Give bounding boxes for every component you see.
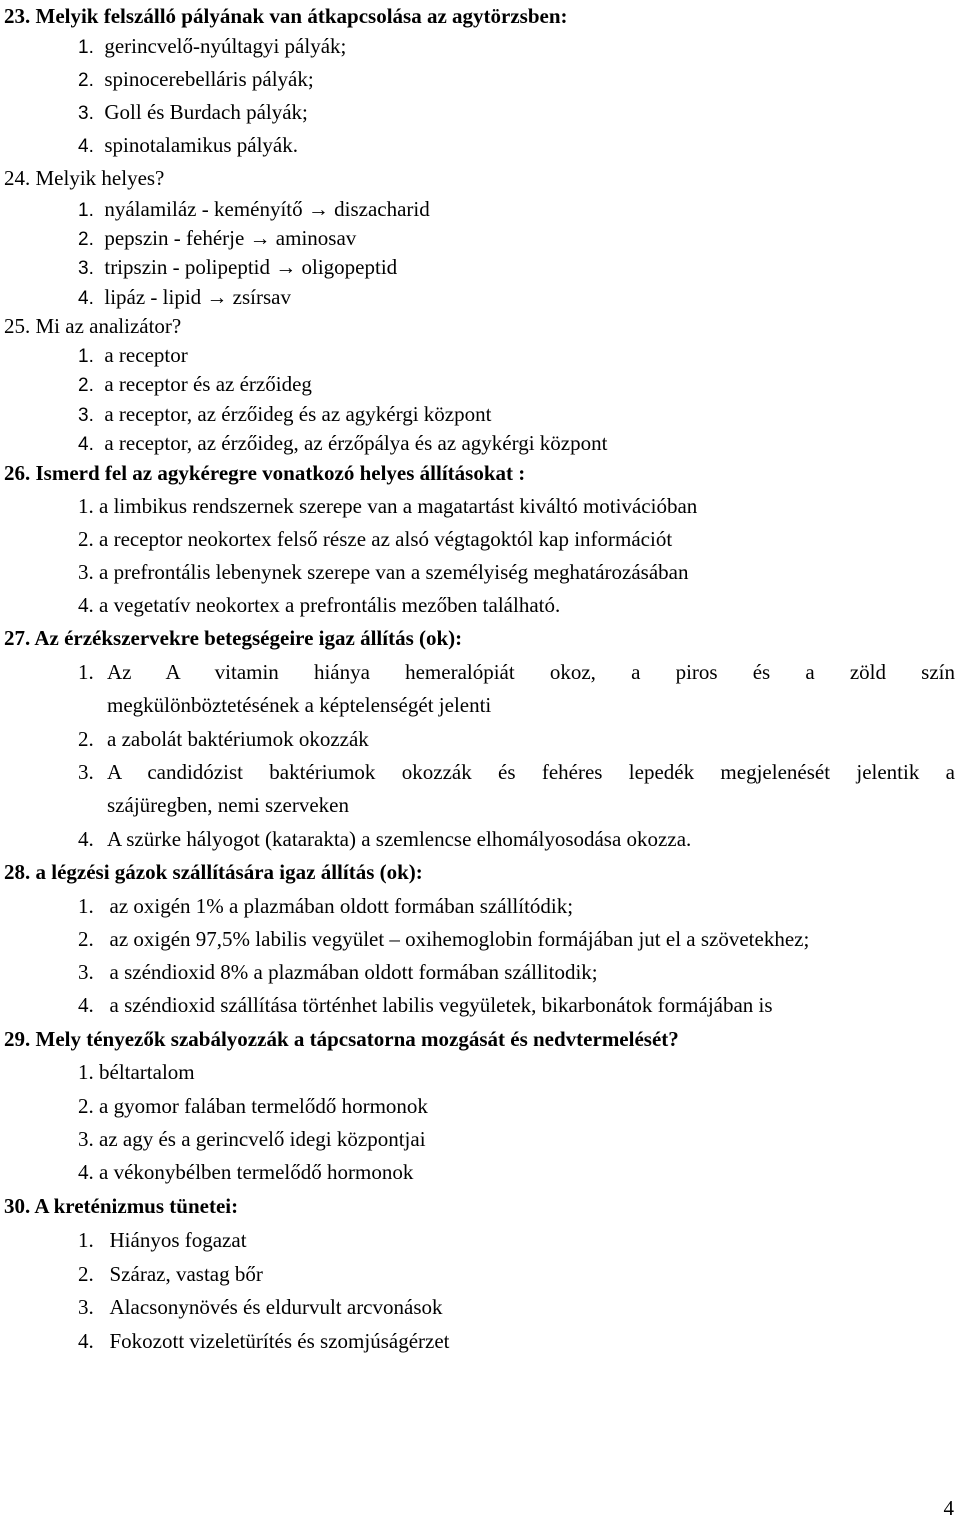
q23-option-3 — [78, 99, 308, 127]
q24-option-1 — [78, 196, 430, 224]
q28-option-2-num: 2. — [78, 927, 94, 951]
question-24-title: 24. Melyik helyes? — [4, 166, 165, 190]
q27-option-3-text-line1: A candidózist baktériumok okozzák és fehéres lepedék megjelenését jelentik a — [107, 760, 955, 784]
q26-option-2-text: a receptor neokortex felső része az alsó végtagoktól kap információt — [99, 527, 673, 551]
q30-option-3-num: 3. — [78, 1295, 94, 1319]
q30-option-3-text: Alacsonynövés és eldurvult arcvonások — [109, 1295, 443, 1319]
question-26-title: 26. Ismerd fel az agykéregre vonatkozó helyes állításokat : — [4, 461, 526, 485]
q29-option-2 — [78, 1093, 428, 1119]
q29-option-4 — [78, 1159, 413, 1185]
q24-option-3-num: 3. — [78, 258, 94, 279]
question-23-title: 23. Melyik felszálló pályának van átkapcsolása az agytörzsben: — [4, 4, 568, 28]
q27-option-2-text: a zabolát baktériumok okozzák — [107, 727, 369, 751]
q25-option-2 — [78, 371, 312, 399]
q25-option-4 — [78, 430, 607, 458]
q26-option-1 — [78, 493, 697, 519]
question-25-title: 25. Mi az analizátor? — [4, 314, 182, 338]
q26-option-4-text: a vegetatív neokortex a prefrontális mezőben található. — [99, 593, 561, 617]
q24-option-1-num: 1. — [78, 200, 94, 221]
q26-option-2-num: 2. — [78, 527, 94, 551]
q29-option-4-text: a vékonybélben termelődő hormonok — [99, 1160, 414, 1184]
q28-option-4-text: a széndioxid szállítása történhet labilis vegyületek, bikarbonátok formájában is — [109, 993, 773, 1017]
q28-option-3 — [78, 959, 598, 985]
q28-option-4-num: 4. — [78, 993, 94, 1017]
q25-option-1-text: a receptor — [104, 343, 188, 367]
q29-option-3-text: az agy és a gerincvelő idegi központjai — [99, 1127, 426, 1151]
q27-option-1-text-line2: megkülönböztetésének a képtelenségét jelenti — [107, 693, 492, 717]
q26-option-4 — [78, 592, 560, 618]
q25-option-3-num: 3. — [78, 405, 94, 426]
q29-option-1 — [78, 1059, 195, 1085]
q27-option-3-text-line2: szájüregben, nemi szerveken — [107, 793, 349, 817]
q29-option-3 — [78, 1126, 426, 1152]
q23-option-1-num: 1. — [78, 37, 94, 58]
q29-option-1-text: béltartalom — [99, 1060, 195, 1084]
q24-option-2 — [78, 225, 356, 253]
q26-option-3-text: a prefrontális lebenynek szerepe van a személyiség meghatározásában — [99, 560, 689, 584]
q25-option-3 — [78, 401, 491, 429]
q28-option-1-text: az oxigén 1% a plazmában oldott formában szállítódik; — [109, 894, 574, 918]
q28-option-2-text: az oxigén 97,5% labilis vegyület – oxihemoglobin formájában jut el a szövetekhez; — [109, 927, 810, 951]
q24-option-4-num: 4. — [78, 288, 94, 309]
q26-option-1-num: 1. — [78, 494, 94, 518]
q26-option-1-text: a limbikus rendszernek szerepe van a magatartást kiváltó motivációban — [99, 494, 698, 518]
question-30-title: 30. A kreténizmus tünetei: — [4, 1194, 239, 1218]
q23-option-4 — [78, 132, 298, 160]
q24-option-4 — [78, 284, 291, 312]
question-29-title: 29. Mely tényezők szabályozzák a tápcsatorna mozgását és nedvtermelését? — [4, 1027, 679, 1051]
q26-option-3-num: 3. — [78, 560, 94, 584]
q27-option-1-num: 1. — [78, 660, 94, 684]
q28-option-4 — [78, 992, 773, 1018]
q28-option-3-num: 3. — [78, 960, 94, 984]
q25-option-3-text: a receptor, az érzőideg és az agykérgi központ — [104, 402, 492, 426]
q26-option-4-num: 4. — [78, 593, 94, 617]
q28-option-2 — [78, 926, 809, 952]
q30-option-2-text: Száraz, vastag bőr — [109, 1262, 263, 1286]
q30-option-2 — [78, 1261, 263, 1287]
q30-option-1 — [78, 1227, 247, 1253]
q29-option-2-num: 2. — [78, 1094, 94, 1118]
q29-option-3-num: 3. — [78, 1127, 94, 1151]
q23-option-2-num: 2. — [78, 70, 94, 91]
q23-option-4-text: spinotalamikus pályák. — [104, 133, 298, 157]
q30-option-1-num: 1. — [78, 1228, 94, 1252]
q23-option-2 — [78, 66, 314, 94]
q25-option-1 — [78, 342, 188, 370]
q27-option-4-text: A szürke hályogot (katarakta) a szemlencse elhomályosodása okozza. — [107, 827, 692, 851]
q24-option-2-text: pepszin - fehérje → aminosav — [104, 226, 357, 250]
q30-option-3 — [78, 1294, 443, 1320]
q25-option-2-text: a receptor és az érzőideg — [104, 372, 312, 396]
q26-option-3 — [78, 559, 688, 585]
q30-option-4-text: Fokozott vizeletürítés és szomjúságérzet — [109, 1329, 450, 1353]
q29-option-4-num: 4. — [78, 1160, 94, 1184]
q29-option-2-text: a gyomor falában termelődő hormonok — [99, 1094, 428, 1118]
question-27-title: 27. Az érzékszervekre betegségeire igaz állítás (ok): — [4, 626, 463, 650]
q25-option-4-num: 4. — [78, 434, 94, 455]
q28-option-1 — [78, 893, 573, 919]
q24-option-2-num: 2. — [78, 229, 94, 250]
q25-option-4-text: a receptor, az érzőideg, az érzőpálya és az agykérgi központ — [104, 431, 608, 455]
q27-option-3-num: 3. — [78, 760, 94, 784]
q27-option-2-num: 2. — [78, 727, 94, 751]
q23-option-1 — [78, 33, 346, 61]
q26-option-2 — [78, 526, 672, 552]
q28-option-1-num: 1. — [78, 894, 94, 918]
question-28-title: 28. a légzési gázok szállítására igaz állítás (ok): — [4, 860, 423, 884]
q25-option-2-num: 2. — [78, 375, 94, 396]
q24-option-3 — [78, 254, 397, 282]
q30-option-2-num: 2. — [78, 1262, 94, 1286]
q23-option-1-text: gerincvelő-nyúltagyi pályák; — [104, 34, 347, 58]
page-number: 4 — [943, 1496, 954, 1520]
q25-option-1-num: 1. — [78, 346, 94, 367]
q23-option-2-text: spinocerebelláris pályák; — [104, 67, 314, 91]
q30-option-4 — [78, 1328, 449, 1354]
q27-option-1-text-line1: Az A vitamin hiánya hemeralópiát okoz, a piros és a zöld szín — [107, 660, 955, 684]
q23-option-3-text: Goll és Burdach pályák; — [104, 100, 308, 124]
q27-option-4-num: 4. — [78, 827, 94, 851]
q24-option-4-text: lipáz - lipid → zsírsav — [104, 285, 291, 309]
q24-option-3-text: tripszin - polipeptid → oligopeptid — [104, 255, 398, 279]
q29-option-1-num: 1. — [78, 1060, 94, 1084]
q30-option-1-text: Hiányos fogazat — [109, 1228, 247, 1252]
q23-option-4-num: 4. — [78, 136, 94, 157]
q24-option-1-text: nyálamiláz - keményítő → diszacharid — [104, 197, 430, 221]
q30-option-4-num: 4. — [78, 1329, 94, 1353]
q23-option-3-num: 3. — [78, 103, 94, 124]
q28-option-3-text: a széndioxid 8% a plazmában oldott formában szállitodik; — [109, 960, 598, 984]
